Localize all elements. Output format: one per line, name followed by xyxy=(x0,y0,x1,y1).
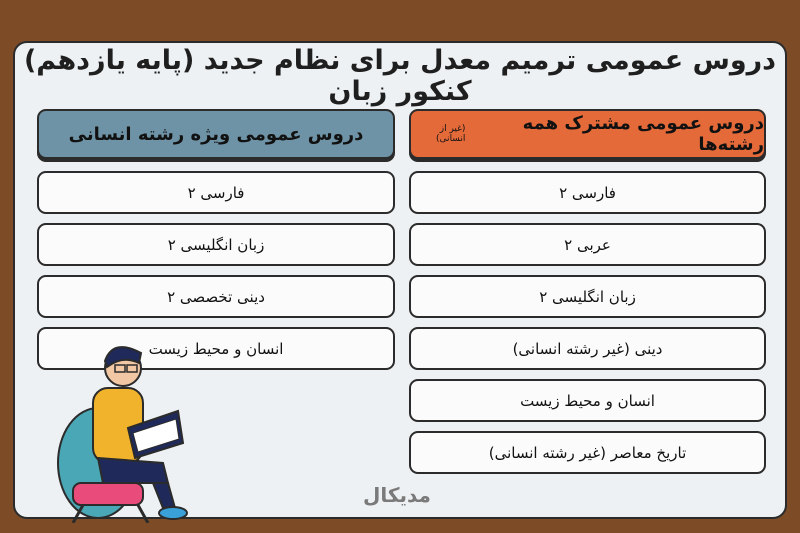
list-item: فارسی ۲ xyxy=(37,171,395,214)
right-column-header xyxy=(409,109,766,159)
list-item: زبان انگلیسی ۲ xyxy=(37,223,395,266)
list-item: تاریخ معاصر (غیر رشته انسانی) xyxy=(409,431,766,474)
list-item: عربی ۲ xyxy=(409,223,766,266)
brand-logo-text: مدیکال xyxy=(363,483,431,507)
content-card xyxy=(13,41,787,519)
left-column-header xyxy=(37,109,395,159)
right-column-header-note: (غیر از انسانی) xyxy=(436,124,466,144)
list-item: انسان و محیط زیست xyxy=(409,379,766,422)
list-item: فارسی ۲ xyxy=(409,171,766,214)
right-column-header-label: دروس عمومی مشترک همه رشته‌ها xyxy=(522,113,764,155)
list-item: زبان انگلیسی ۲ xyxy=(409,275,766,318)
list-item: دینی تخصصی ۲ xyxy=(37,275,395,318)
left-column-header-label: دروس عمومی ویژه رشته انسانی xyxy=(68,123,364,145)
page-title: دروس عمومی ترمیم معدل برای نظام جدید (پایه یازدهم) کنکور زبان xyxy=(23,45,777,107)
list-item: انسان و محیط زیست xyxy=(37,327,395,370)
reading-student-illustration xyxy=(43,333,223,523)
list-item: دینی (غیر رشته انسانی) xyxy=(409,327,766,370)
